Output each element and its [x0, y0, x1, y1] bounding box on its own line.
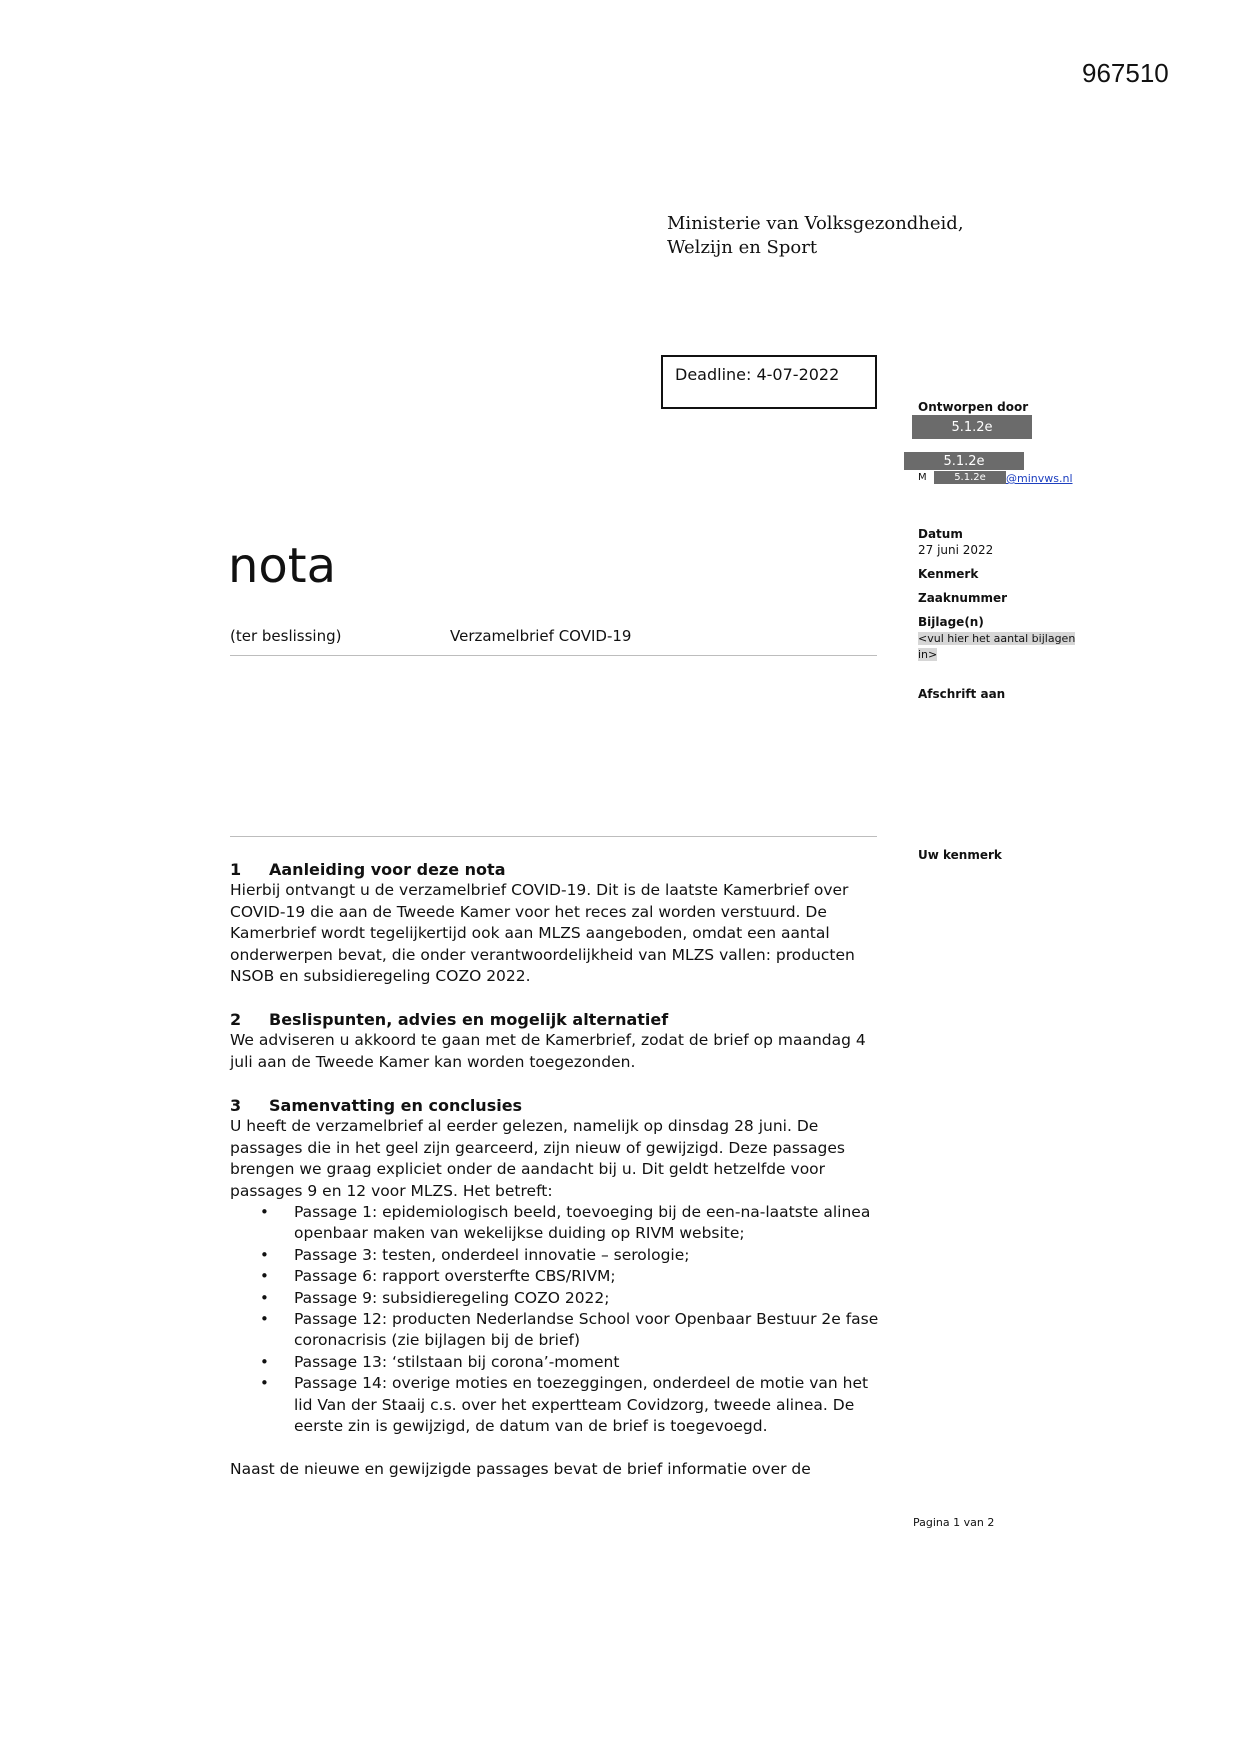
list-item — [294, 1202, 910, 1245]
section-heading — [230, 1009, 910, 1030]
section-title: Aanleiding voor deze nota — [269, 860, 506, 879]
paragraph-line: brengen we graag expliciet onder de aandacht bij u. Dit geldt hetzelfde voor — [230, 1160, 826, 1179]
email-link[interactable]: @minvws.nl — [1006, 472, 1073, 485]
bijlage-value-line-2: in> — [918, 648, 938, 661]
mobile-label: M — [918, 472, 927, 483]
paragraph-line: COVID-19 die aan de Tweede Kamer voor het reces zal worden verstuurd. De — [230, 902, 827, 921]
nota-type: (ter beslissing) — [230, 627, 342, 645]
divider — [230, 836, 877, 837]
nota-subject: Verzamelbrief COVID-19 — [450, 627, 632, 645]
list-item-line: lid Van der Staaij c.s. over het expertteam Covidzorg, tweede alinea. De — [294, 1395, 855, 1414]
list-item — [294, 1288, 910, 1309]
zaaknummer-label: Zaaknummer — [918, 591, 1008, 605]
section-heading — [230, 859, 910, 880]
designed-by-label: Ontworpen door — [918, 400, 1029, 414]
section-1 — [230, 859, 910, 987]
redaction-block: 5.1.2e — [934, 471, 1006, 484]
date-value: 27 juni 2022 — [918, 543, 994, 557]
bijlage-label: Bijlage(n) — [918, 615, 984, 629]
list-item-line: • Passage 13: ‘stilstaan bij corona’-moment — [294, 1352, 620, 1371]
list-item — [294, 1352, 910, 1373]
deadline-box: Deadline: 4-07-2022 — [661, 355, 877, 409]
bijlage-value-line-1: <vul hier het aantal bijlagen — [918, 632, 1076, 645]
ministry-logo-text — [667, 212, 964, 260]
bijlage-value — [918, 631, 1075, 663]
list-item-line: • Passage 6: rapport oversterfte CBS/RIVM; — [294, 1267, 616, 1286]
list-item — [294, 1245, 910, 1266]
kenmerk-label: Kenmerk — [918, 567, 979, 581]
section-number: 3 — [230, 1096, 242, 1115]
list-item-line: • Passage 12: producten Nederlandse School voor Openbaar Bestuur 2e fase — [294, 1310, 879, 1329]
list-item-line: • Passage 1: epidemiologisch beeld, toevoeging bij de een-na-laatste alinea — [294, 1203, 871, 1222]
paragraph-line: Naast de nieuwe en gewijzigde passages bevat de brief informatie over de — [230, 1459, 811, 1478]
section-2 — [230, 1009, 910, 1073]
nota-title: nota — [228, 538, 337, 594]
divider — [230, 655, 877, 656]
paragraph-line: juli aan de Tweede Kamer kan worden toegezonden. — [230, 1052, 636, 1071]
list-item — [294, 1266, 910, 1287]
document-number: 967510 — [1082, 58, 1169, 88]
section-title: Samenvatting en conclusies — [269, 1096, 523, 1115]
list-item-line: • Passage 14: overige moties en toezeggingen, onderdeel de motie van het — [294, 1374, 869, 1393]
list-item — [294, 1309, 910, 1352]
section-heading — [230, 1095, 910, 1116]
ministry-line-2: Welzijn en Sport — [667, 237, 818, 258]
list-item-line: openbaar maken van wekelijkse duiding op RIVM website; — [294, 1224, 745, 1243]
section-number: 1 — [230, 860, 242, 879]
list-item-line: eerste zin is gewijzigd, de datum van de brief is toegevoegd. — [294, 1417, 768, 1436]
list-item-line: • Passage 3: testen, onderdeel innovatie – serologie; — [294, 1245, 690, 1264]
paragraph-line: U heeft de verzamelbrief al eerder gelezen, namelijk op dinsdag 28 juni. De — [230, 1117, 819, 1136]
redaction-block: 5.1.2e — [904, 452, 1024, 470]
section-number: 2 — [230, 1010, 242, 1029]
paragraph-line: Kamerbrief wordt tegelijkertijd ook aan MLZS aangeboden, omdat een aantal — [230, 924, 830, 943]
paragraph-line: Hierbij ontvangt u de verzamelbrief COVID-19. Dit is de laatste Kamerbrief over — [230, 881, 849, 900]
list-item-line: • Passage 9: subsidieregeling COZO 2022; — [294, 1288, 610, 1307]
afschrift-label: Afschrift aan — [918, 687, 1006, 701]
page-footer: Pagina 1 van 2 — [913, 1516, 995, 1529]
paragraph-line: passages die in het geel zijn gearceerd, zijn nieuw of gewijzigd. Deze passages — [230, 1138, 845, 1157]
section-3 — [230, 1095, 910, 1480]
list-item — [294, 1373, 910, 1437]
passage-list — [230, 1202, 910, 1437]
paragraph-line: onderwerpen bevat, die onder verantwoordelijkheid van MLZS vallen: producten — [230, 945, 855, 964]
list-item-line: coronacrisis (zie bijlagen bij de brief) — [294, 1331, 581, 1350]
section-title: Beslispunten, advies en mogelijk alternatief — [269, 1010, 669, 1029]
paragraph-line: We adviseren u akkoord te gaan met de Kamerbrief, zodat de brief op maandag 4 — [230, 1031, 866, 1050]
redaction-block: 5.1.2e — [912, 415, 1032, 439]
uw-kenmerk-label: Uw kenmerk — [918, 848, 1002, 862]
paragraph-line: passages 9 en 12 voor MLZS. Het betreft: — [230, 1181, 553, 1200]
ministry-line-1: Ministerie van Volksgezondheid, — [667, 213, 964, 234]
paragraph-line: NSOB en subsidieregeling COZO 2022. — [230, 967, 531, 986]
date-label: Datum — [918, 527, 963, 541]
